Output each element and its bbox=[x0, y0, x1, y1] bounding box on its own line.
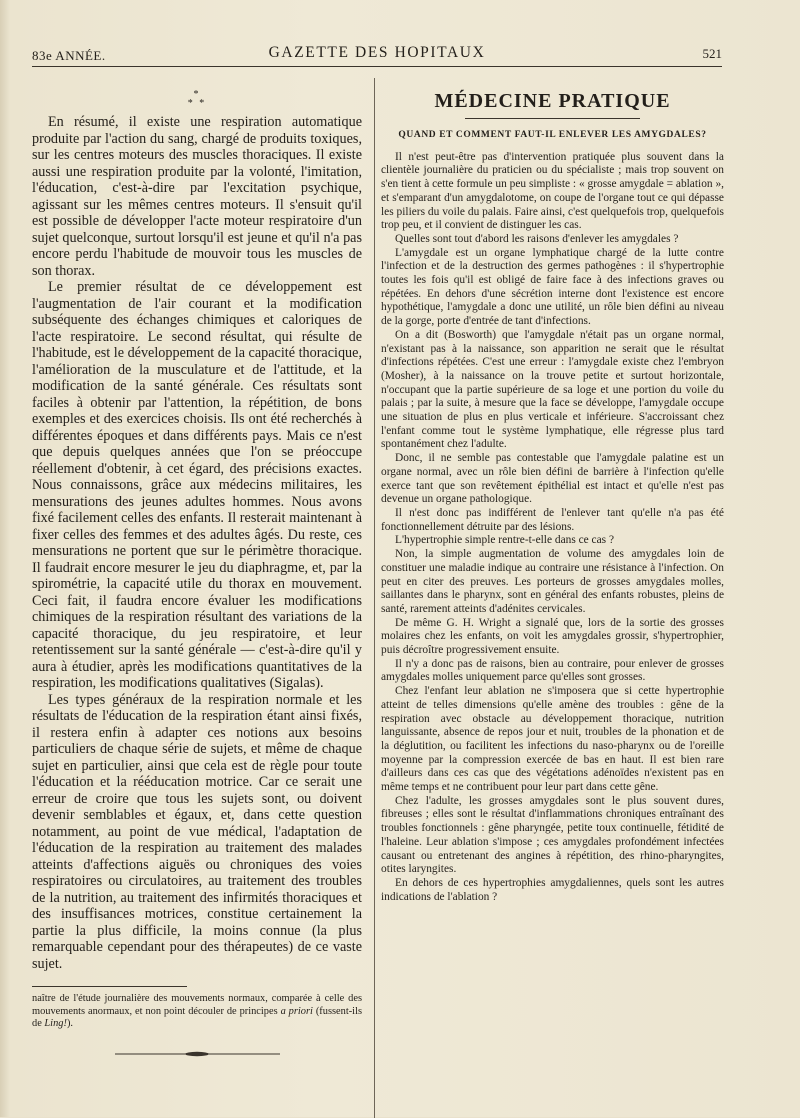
footnote-text-mid: (fussent-ils de bbox=[32, 1005, 362, 1029]
right-paragraph-12: Chez l'adulte, les grosses amygdales sont le plus souvent dures, fibreuses ; elles sont le résultat d'inflammations chroniques entraînant des troubles fonctionnels : gêne pharyngée, petite toux continuelle, fétidité de l'haleine. Leur ablation s'impose ; ces amygdales profondément infectées causant ou entretenant des angines à répétition, des rhino-pharyngites, otites laryngites. bbox=[381, 794, 724, 876]
right-column bbox=[381, 84, 724, 904]
footnote-rule bbox=[32, 986, 187, 987]
footnote-italic-a-priori: a priori bbox=[280, 1005, 313, 1017]
right-paragraph-13: En dehors de ces hypertrophies amygdaliennes, quels sont les autres indications de l'ablation ? bbox=[381, 876, 724, 903]
right-paragraph-5: Donc, il ne semble pas contestable que l'amygdale palatine est un organe normal, avec un rôle bien défini de barrière à l'infection qu'elle exerce tant que son revêtement épithélial est intact et qu'elle n'est pas devenue un organe pathologique. bbox=[381, 452, 724, 506]
footnote-text-end: ). bbox=[66, 1018, 73, 1029]
right-paragraph-2: Quelles sont tout d'abord les raisons d'enlever les amygdales ? bbox=[395, 232, 679, 245]
article-title: QUAND ET COMMENT FAUT-IL ENLEVER LES AMYGDALES? bbox=[398, 130, 707, 140]
right-paragraph-6: Il n'est donc pas indifférent de l'enlever tant qu'elle n'a pas été fonctionnellement détruite par des lésions. bbox=[381, 506, 724, 533]
asterism: * * * bbox=[187, 89, 207, 109]
section-title: MÉDECINE PRATIQUE bbox=[434, 90, 671, 112]
right-paragraph-4: On a dit (Bosworth) que l'amygdale n'était pas un organe normal, n'existant pas à la naissance, son apparition ne serait que le résultat d'infections répétées. C'est une erreur : l'amygdale existe chez l'embryon (Mosher), à la naissance on la trouve petite et surtout horizontale, n'occupant que la partie supérieure de sa loge et une portion du voile du palais ; par la suite, à mesure que la face se développe, l'amygdale occupe une situation de plus en plus verticale et inférieure. S'accroissant chez l'enfant comme tout le système lymphatique, elle régresse plus tard spontanément chez l'adulte. bbox=[381, 328, 724, 451]
page-header bbox=[32, 44, 722, 66]
left-paragraph-1: En résumé, il existe une respiration automatique produite par l'action du sang, chargé de produits toxiques, sur les centres moteurs des muscles thoraciques. Il existe aussi une respiration produite par la volonté, l'imitation, l'éducation, c'est-à-dire par l'excitation psychique, agissant sur les mêmes centres moteurs. Il s'ensuit qu'il est possible de développer l'acte moteur respiratoire d'un sujet quelconque, surtout lorsqu'il est jeune et qu'il n'a pas encore perdu l'habitude de mouvoir tous les muscles de son thorax. bbox=[32, 114, 362, 279]
right-paragraph-8: Non, la simple augmentation de volume des amygdales loin de constituer une maladie indique au contraire une résistance à l'infection. On peut en citer des preuves. Les porteurs de grosses amygdales molles, saillantes dans le pharynx, sont en général des enfants robustes, pleins de santé, rarement atteints d'adénites cervicales. bbox=[381, 548, 724, 615]
page-number: 521 bbox=[702, 46, 722, 61]
left-column bbox=[32, 84, 362, 1031]
journal-title: GAZETTE DES HOPITAUX bbox=[268, 44, 486, 61]
left-paragraph-2: Le premier résultat de ce développement est l'augmentation de l'air courant et la modification subséquente des échanges chimiques et caloriques de l'acte respiratoire. Le second résultat, qui résulte de l'habitude, est le développement de la capacité thoracique, l'amélioration de la musculature et de l'attitude, et la modification de la santé générale. Ces résultats sont faciles à obtenir par l'attention, la répétition, de bons exemples et des exercices choisis. Ils ont été recherchés à différentes époques et dans différents pays. Mais ce n'est que depuis quelques années que l'on se préoccupe réellement d'obtenir, à cet égard, des précisions exactes. Nous connaissons, grâce aux médecins militaires, les mensurations des jeunes adultes hommes. Nous avons fixé facilement celles des enfants. Il resterait maintenant à fixer celles des femmes et des adultes âgés. Du reste, ces mensurations ne portent que sur le périmètre thoracique. Il faudrait encore mesurer le jeu du diaphragme, et, par la spirométrie, la capacité utile du thorax en mouvement. Ceci fait, il faudra encore évaluer les modifications chimiques de la respiration résultant des variations de la capacité thoracique, du jeu respiratoire, et leur retentissement sur la santé générale — c'est-à-dire qu'il y aura à étudier, après les modifications quantitatives de la respiration, les modifications qualitatives (Sigalas). bbox=[32, 279, 362, 691]
right-paragraph-1: Il n'est peut-être pas d'intervention pratiquée plus souvent dans la clientèle journalière du praticien ou du spécialiste ; mais trop souvent on s'en tient à cette formule un peu simpliste : « grosse amygdale = ablation », et s'emparant d'un amygdalotome, on coupe de l'organe tout ce qui dépasse les piliers du voile du palais. Faire ainsi, c'est quelquefois trop, quelquefois trop peu, et il convient de distinguer les cas. bbox=[381, 150, 724, 232]
footnote-text: naître de l'étude journalière des mouvements normaux, comparée à celle des mouvements anormaux, et non point découler de principes bbox=[32, 993, 362, 1017]
right-paragraph-9: De même G. H. Wright a signalé que, lors de la sortie des grosses molaires chez les enfants, on voit les amygdales grossir, s'hypertrophier, puis décroître progressivement ensuite. bbox=[381, 616, 724, 657]
right-paragraph-7: L'hypertrophie simple rentre-t-elle dans ce cas ? bbox=[395, 534, 615, 547]
footnote-italic-ling: Ling! bbox=[44, 1018, 67, 1029]
column-divider bbox=[374, 78, 375, 1118]
right-paragraph-10: Il n'y a donc pas de raisons, bien au contraire, pour enlever de grosses amygdales molles uniquement parce qu'elles sont grosses. bbox=[381, 657, 724, 684]
left-paragraph-3: Les types généraux de la respiration normale et les résultats de l'éducation de la respiration étant ainsi fixés, il restera enfin à adapter ces notions aux besoins particuliers de chaque série de sujets, et même de chaque sujet en particulier, ainsi que cela est de règle pour toute l'éducation et la rééducation motrice. Car ce serait une erreur de croire que tous les sujets sont, ou doivent devenir semblables et égaux, et, dans cette question notamment, au point de vue médical, l'adaptation de l'éducation de la respiration au traitement des malades atteints d'affections aiguës ou chroniques des voies respiratoires ou circulatoires, au traitement des troubles de la nutrition, au traitement des infirmités thoraciques et des insuffisances motrices, constitue certainement la partie la plus difficile, la moins connue (la plus remarquable cependant pour des thérapeutes) de ce vaste sujet. bbox=[32, 691, 362, 972]
issue-year: 83e ANNÉE. bbox=[32, 48, 106, 63]
right-paragraph-3: L'amygdale est un organe lymphatique chargé de la lutte contre l'infection et de la destruction des germes pathogènes : il s'hypertrophie toutes les fois qu'il est obligé de faire face à des infections graves ou répétées. En dehors d'une sécrétion interne dont l'existence est encore hypothétique, l'amygdale a donc une utilité, un rôle bien défini au niveau de la gorge, porte d'entrée de tant d'infections. bbox=[381, 246, 724, 328]
right-paragraph-11: Chez l'enfant leur ablation ne s'imposera que si cette hypertrophie atteint de telles dimensions qu'elle amène des troubles : gêne de la respiration avec obstacle au développement thoracique, nutrition languissante, absence de repos jour et nuit, troubles de la phonation et de la déglutition, ou facilitent les infections du naso-pharynx ou de l'oreille moyenne par la compression exercée de bas en haut. Il est bien rare d'ailleurs dans ces cas que des végétations adénoïdes n'existent pas en même temps et ne contribuent pour leur part dans cette gêne. bbox=[381, 685, 724, 794]
header-rule bbox=[32, 66, 722, 67]
footnote bbox=[32, 993, 362, 1031]
ornament-rule bbox=[115, 1051, 280, 1057]
section-title-rule bbox=[465, 118, 640, 119]
